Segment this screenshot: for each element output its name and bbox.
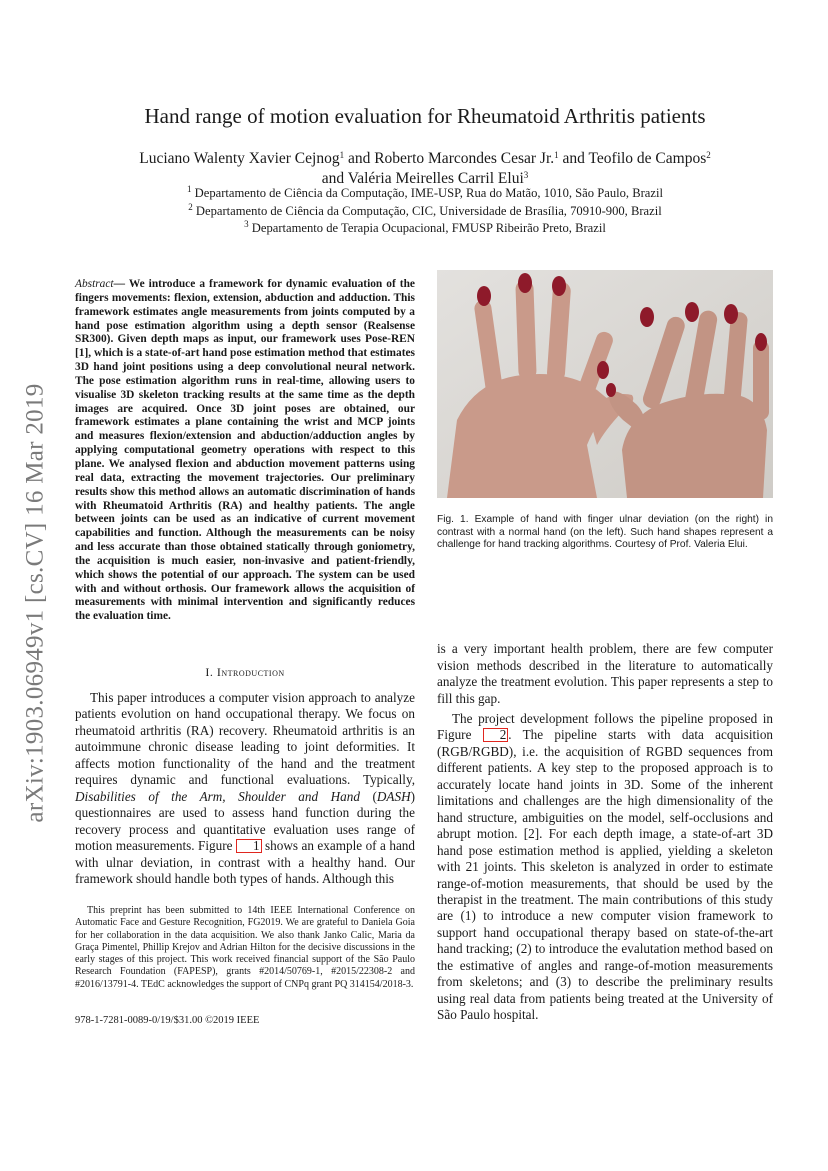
nail: [477, 286, 491, 306]
affiliation: [100, 220, 750, 238]
author-affil-mark: 1: [554, 150, 559, 160]
isbn-line: 978-1-7281-0089-0/19/$31.00 ©2019 IEEE: [75, 1015, 260, 1026]
author-affil-mark: 2: [706, 150, 711, 160]
nail: [685, 302, 699, 322]
nail: [755, 333, 767, 351]
author-and: and: [344, 150, 375, 167]
author-name: Teofilo de Campos: [588, 150, 707, 167]
right-column-paragraph-2: [437, 711, 773, 1024]
figure-2-link[interactable]: 2: [483, 728, 509, 742]
abstract-label: Abstract: [75, 278, 114, 290]
affiliation: [100, 185, 750, 203]
figure-1-caption: Fig. 1. Example of hand with finger ulnar deviation (on the right) in contrast with a normal hand (on the left). Such hand shapes represent a challenge for hand tracking algorithms. Courtesy of Prof. Valeria Elui.: [437, 514, 773, 551]
arxiv-stamp-text: arXiv:1903.06949v1 [cs.CV] 16 Mar 2019: [22, 382, 49, 823]
affiliation: [100, 203, 750, 221]
abstract: [75, 278, 415, 624]
hands-photo: [437, 270, 773, 498]
author-name: Valéria Meirelles Carril Elui: [347, 170, 524, 187]
figure-1-link[interactable]: 1: [236, 839, 262, 853]
author-affil-mark: 1: [339, 150, 345, 160]
abstract-text: — We introduce a framework for dynamic evaluation of the fingers movements: flexion, extension, abduction and adduction. This framework estimates angle measurements from joints computed by a hand pose estimation algorithm using a depth sensor (Realsense SR300). Given depth maps as input, our framework uses Pose-REN [1], which is a state-of-art hand pose estimation method that estimates 3D hand joint positions using a deep convolutional neural network. The pose estimation algorithm runs in real-time, allowing users to visualise 3D skeleton tracking results at the same time as the depth images are acquired. Once 3D joint poses are obtained, our framework estimates a plane containing the wrist and MCP joints and measures flexion/extension and abduction/adduction angles by applying computational geometry operations with respect to this plane. We analysed flexion and abduction movement patterns using real data, extracting the movement trajectories. Our preliminary results show this method allows an automatic discrimination of hands with Rheumatoid Arthritis (RA) and healthy patients. The angle between joints can be used as an indicative of current movement capabilities and function. Although the measurements can be noisy and less accurate than those obtained statically through goniometry, the acquisition is much easier, non-invasive and patient-friendly, which shows the potential of our approach. The system can be used with and without orthosis. Our framework allows the acquisition of measurements with minimal intervention and significantly reduces the evaluation time.: [75, 278, 415, 623]
author-and: and: [558, 150, 589, 167]
affiliation-text: Departamento de Ciência da Computação, CIC, Universidade de Brasília, 70910-900, Brazil: [195, 203, 662, 218]
paragraph-text: is a very important health problem, there are few computer vision methods described in the literature to automatically analyze the treatment evolution. This paper represents a step to fill this gap.: [437, 641, 773, 706]
nail: [597, 361, 609, 379]
section-numeral: I.: [205, 665, 217, 679]
figure-1-image: [437, 270, 773, 498]
intro-italic-text: Disabilities of the Arm, Shoulder and Hand: [75, 788, 360, 804]
paragraph-text: . The pipeline starts with data acquisition (RGB/RGBD), i.e. the acquisition of RGBD sequences from different patients. A key step to the proposed approach is to accurately locate hand joints in 3D. Some of the inherent limitations and challenges are the high dimensionality of the hand structure, ambiguities on the model, self-occlusions and abrupt motion. [2]. For each depth image, a state-of-art 3D hand pose estimation method is applied, yielding a skeleton with 21 joints. This skeleton is analyzed in order to estimate range-of-motion measurements, that should be used by the therapist in the treatment. The main contributions of this study are (1) to introduce a new computer vision framework to support hand occupational therapy based on state-of-the-art hand tracking; (2) to introduce the evalutation method based on the estimative of angles and range-of-motion measurements from skeletons; and (3) to describe the preliminary results using real data from patients being treated at the University of São Paulo hospital.: [437, 727, 774, 1023]
intro-text: shows an example of a hand with ulnar deviation, in contrast with a healthy hand. Our framework should handle both types of hands. Although this: [75, 838, 415, 886]
author-affil-mark: 3: [523, 170, 529, 180]
nail: [552, 276, 566, 296]
footnote: This preprint has been submitted to 14th IEEE International Conference on Automatic Face and Gesture Recognition, FG2019. We are grateful to Daniela Goia for her collaboration in the data acquisition. We also thank Janko Calic, Maria da Graça Pimentel, Phillip Krejov and Adrian Hilton for the decisive discussions in the early stages of this project. This work received financial support of the São Paulo Research Foundation (FAPESP), grants #2014/50769-1, #2015/22308-2 and #2016/13791-4. TEdC acknowledges the support of CNPq grant PQ 314154/2018-3.: [75, 905, 415, 990]
section-title: Introduction: [216, 665, 285, 679]
author-and: and: [321, 170, 348, 187]
section-heading-introduction: [75, 665, 415, 680]
intro-text: (: [359, 788, 377, 804]
paragraph-text: The project development follows the pipeline proposed in Figure: [437, 711, 773, 743]
affiliation-text: Departamento de Terapia Ocupacional, FMUSP Ribeirão Preto, Brazil: [251, 221, 606, 235]
affiliation-text: Departamento de Ciência da Computação, IME-USP, Rua do Matão, 1010, São Paulo, Brazil: [194, 186, 663, 200]
author-list: [130, 149, 720, 189]
nail: [518, 273, 532, 293]
intro-text: ) questionnaires are used to assess hand function during the recovery process and quantitative evaluation uses range of motion measurements. Figure: [75, 788, 415, 854]
left-finger-ring: [515, 280, 536, 381]
intro-text: This paper introduces a computer vision approach to analyze patients evolution on hand occupational therapy. We focus on rheumatoid arthritis (RA) recovery. Rheumatoid arthritis is an autoimmune chronic disease leading to joint deformities. It affects motion functionality of the hand and the treatment requires dynamic and functional evaluations. Typically,: [75, 690, 415, 788]
introduction-paragraph: [75, 690, 415, 887]
right-finger-pinky: [753, 340, 769, 420]
paper-title: Hand range of motion evaluation for Rheumatoid Arthritis patients: [144, 104, 706, 128]
affiliation-number: 2: [188, 201, 193, 212]
nail: [640, 307, 654, 327]
author-name: Luciano Walenty Xavier Cejnog: [139, 150, 340, 167]
author-name: Roberto Marcondes Cesar Jr.: [374, 150, 555, 167]
arxiv-stamp: [20, 355, 52, 850]
nail: [724, 304, 738, 324]
affiliation-list: [100, 185, 750, 238]
right-column-paragraph-1: [437, 628, 773, 720]
nail: [606, 383, 616, 397]
affiliation-number: 1: [187, 184, 192, 194]
intro-italic-text: DASH: [376, 788, 411, 804]
affiliation-number: 3: [244, 219, 249, 229]
